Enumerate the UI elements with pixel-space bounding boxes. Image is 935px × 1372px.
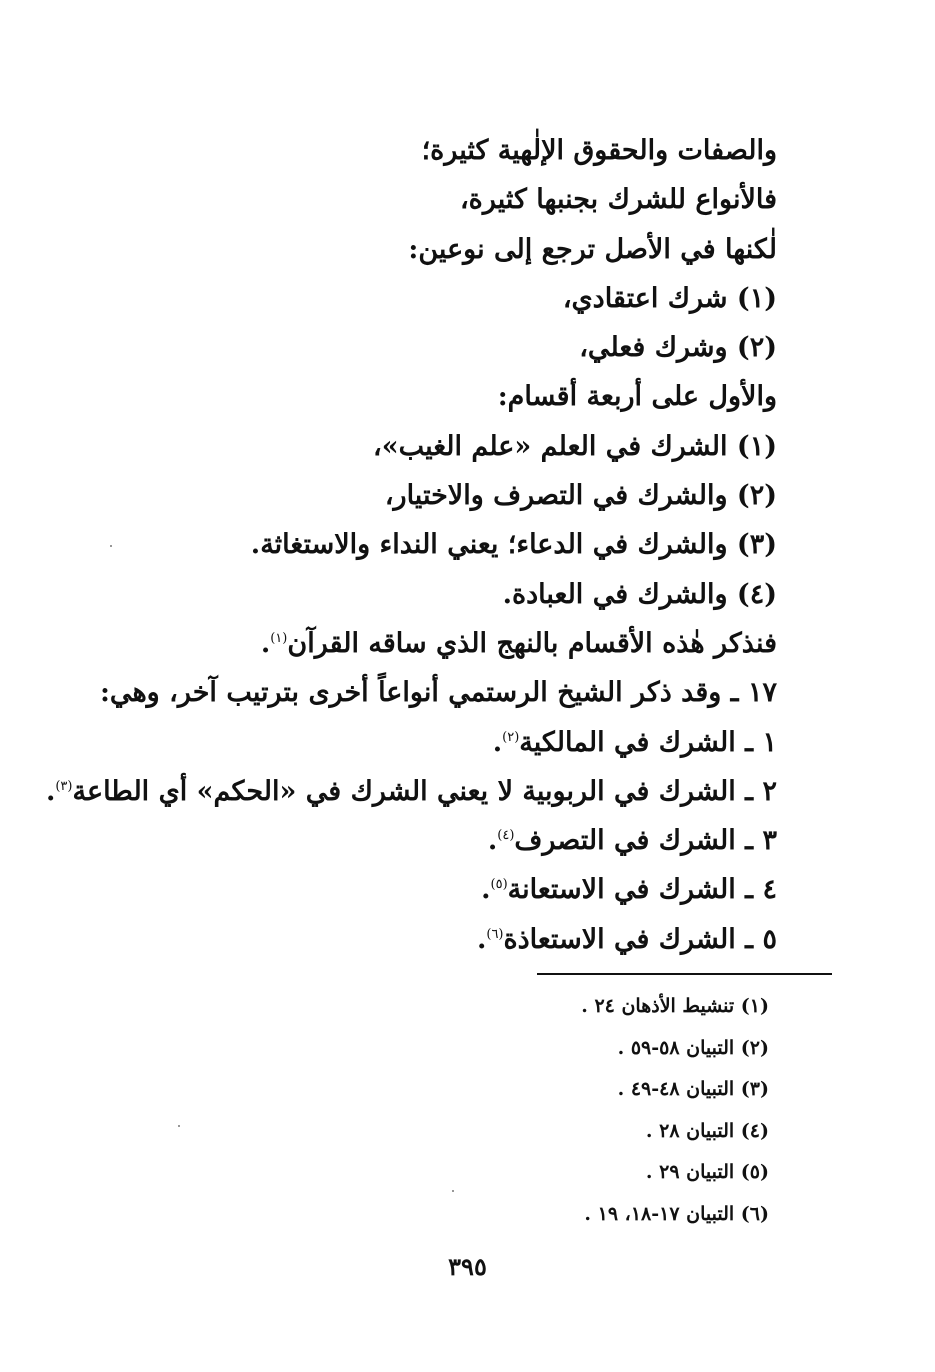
text-line: والصفات والحقوق الإلٰهية كثيرة؛ xyxy=(421,135,777,166)
text-line: ٥ ـ الشرك في الاستعاذة$^{(٦)}$. xyxy=(476,923,777,955)
text-line: (٤) والشرك في العبادة. xyxy=(502,578,777,610)
footnotes xyxy=(369,986,769,1235)
text-line: والأول على أربعة أقسام: xyxy=(497,381,777,413)
text-line: فالأنواع للشرك بجنبها كثيرة، xyxy=(459,184,777,216)
text-line: ١ ـ الشرك في المالكية$^{(٢)}$. xyxy=(492,726,777,758)
text-line: (١) شرك اعتقادي، xyxy=(562,282,777,314)
footnote: (٥) التبيان ٢٩ . xyxy=(645,1161,769,1183)
footnote-ref[interactable]: (٤) xyxy=(497,828,515,844)
scan-speck xyxy=(110,545,112,547)
text-line: ٣ ـ الشرك في التصرف$^{(٤)}$. xyxy=(487,825,777,857)
text-line: (٢) وشرك فعلي، xyxy=(579,332,777,364)
footnote-ref[interactable]: (٣) xyxy=(55,778,73,794)
footnote-ref[interactable]: (٢) xyxy=(502,729,520,745)
footnote: (١) تنشيط الأذهان ٢٤ . xyxy=(581,995,769,1017)
text-line: (٣) والشرك في الدعاء؛ يعني النداء والاستغاثة. xyxy=(250,529,777,561)
page-number: ٣٩٥ xyxy=(448,1252,487,1281)
footnote-ref[interactable]: (٥) xyxy=(490,877,508,893)
text-line: (٢) والشرك في التصرف والاختيار، xyxy=(384,480,777,512)
footnote: (٢) التبيان ٥٨-٥٩ . xyxy=(617,1036,769,1059)
text-line: (١) الشرك في العلم «علم الغيب»، xyxy=(372,430,777,462)
text-line: لٰكنها في الأصل ترجع إلى نوعين: xyxy=(408,233,777,265)
text-line: ١٧ ـ وقد ذكر الشيخ الرستمي أنواعاً أخرى بترتيب آخر، وهي: xyxy=(99,677,777,709)
text-line: ٢ ـ الشرك في الربوبية لا يعني الشرك في «الحكم» أي الطاعة$^{(٣)}$. xyxy=(45,775,777,807)
scan-speck xyxy=(452,1190,454,1192)
text-line: فنذكر هٰذه الأقسام بالنهج الذي ساقه القرآن$^{(١)}$. xyxy=(260,627,777,659)
footnote: (٣) التبيان ٤٨-٤٩ . xyxy=(617,1078,769,1100)
footnote: (٤) التبيان ٢٨ . xyxy=(645,1119,769,1142)
scan-speck xyxy=(178,1125,180,1127)
footnote-separator xyxy=(537,973,832,975)
footnote-ref[interactable]: (٦) xyxy=(486,926,504,942)
main-text xyxy=(45,126,777,964)
text-line: ٤ ـ الشرك في الاستعانة$^{(٥)}$. xyxy=(481,874,777,906)
footnote-ref[interactable]: (١) xyxy=(270,630,288,646)
footnote: (٦) التبيان ١٧-١٨، ١٩ . xyxy=(584,1202,769,1225)
